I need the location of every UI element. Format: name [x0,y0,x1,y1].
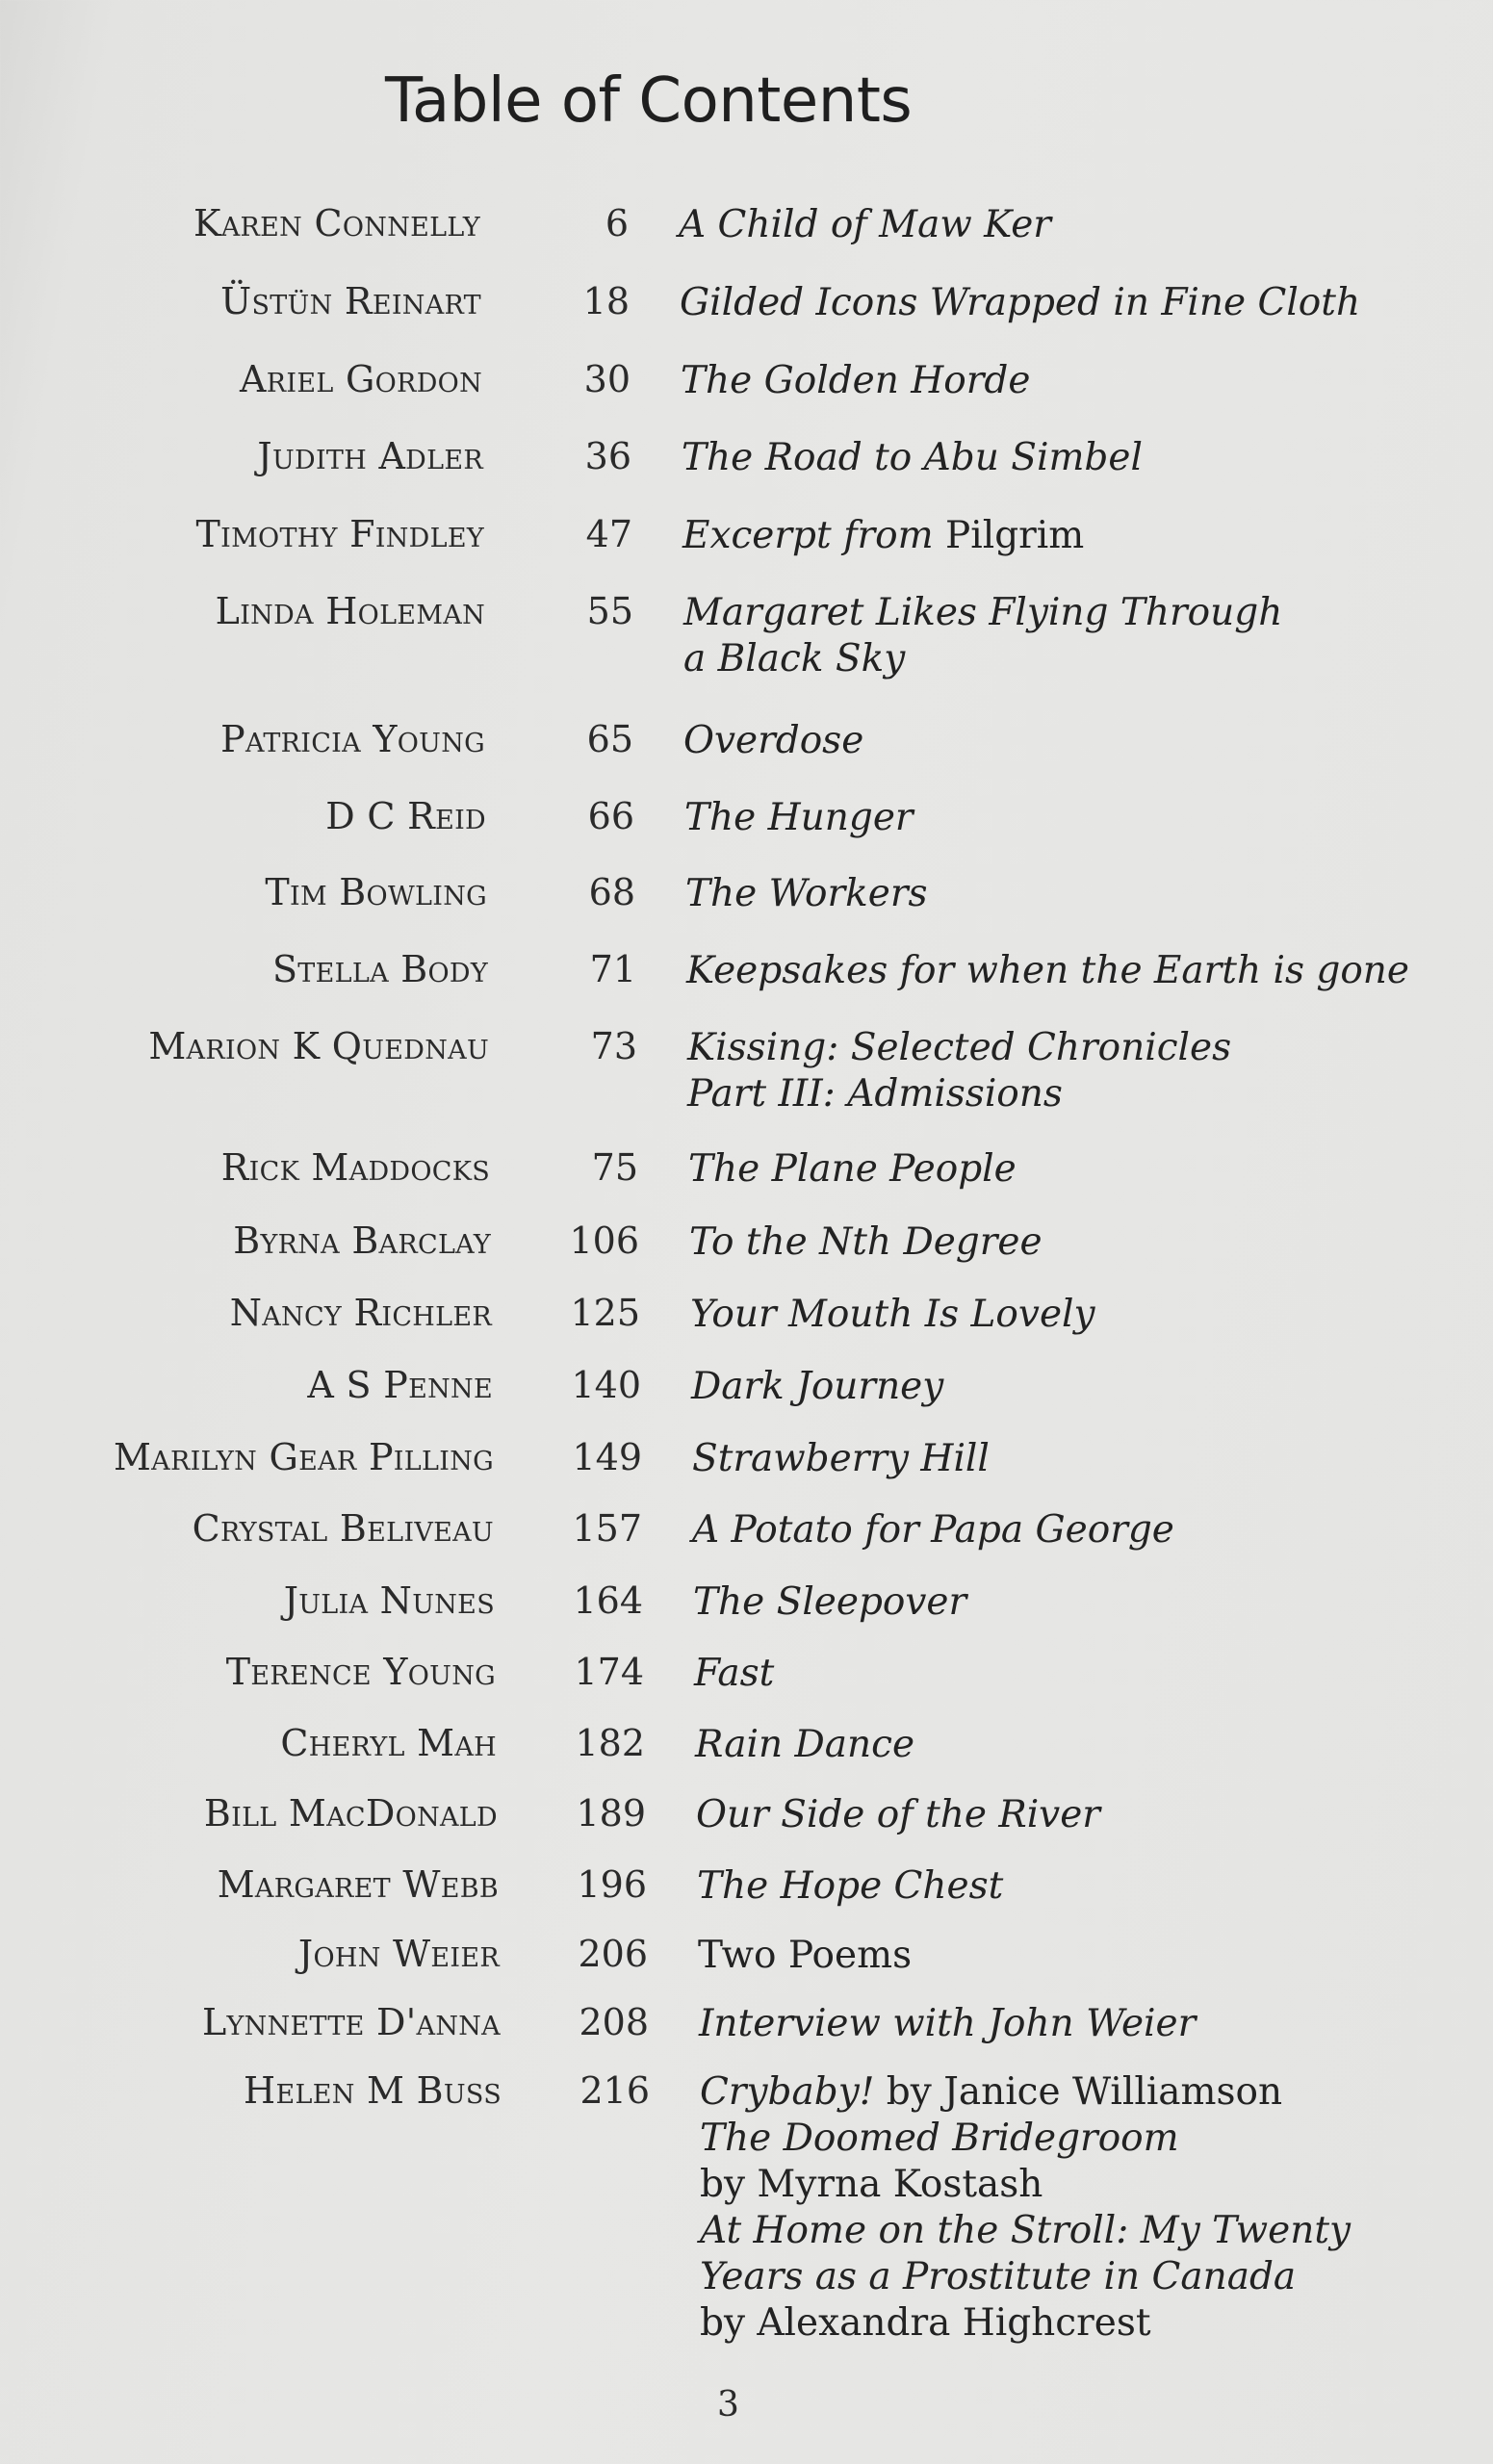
entry-author: Judith Adler [257,435,483,477]
entry-title [683,718,863,764]
entry-page: 18 [582,280,630,322]
title-roman: Two Poems [698,1934,913,1977]
entry-title-line [683,718,863,764]
toc-entry [15,1651,1493,1728]
entry-page: 66 [587,795,634,837]
entry-author: Lynnette D'anna [202,2001,501,2043]
entry-author: Ariel Gordon [240,358,482,400]
entry-page: 36 [584,435,631,477]
toc-entry [3,435,1493,512]
entry-page: 68 [588,871,635,913]
entry-title-line [687,1025,1231,1071]
entry-author: Üstün Reinart [220,280,481,322]
entry-author: Nancy Richler [229,1292,492,1334]
entry-author: Patricia Young [220,718,485,760]
entry-title-line [680,280,1360,326]
toc-entry [13,1436,1493,1513]
entry-page: 157 [572,1507,642,1550]
entry-page: 75 [591,1146,638,1189]
title-italic: Years as a Prostitute in Canada [700,2255,1297,2298]
toc-entry [21,2069,1493,2345]
title-italic: a Black Sky [683,637,906,680]
toc-entry [19,1933,1493,2010]
entry-page: 196 [577,1863,647,1906]
title-italic: Dark Journey [691,1365,944,1408]
toc-entry [14,1579,1493,1656]
title-italic: The Doomed Bridegroom [700,2117,1179,2160]
title-italic: A Child of Maw Ker [679,203,1051,246]
toc-entry [20,2001,1493,2078]
entry-author: Bill MacDonald [203,1792,498,1835]
entry-author: Marion K Quednau [148,1025,489,1067]
title-italic: Kissing: Selected Chronicles [687,1026,1232,1069]
title-italic: To the Nth Degree [689,1220,1043,1264]
title-italic: Margaret Likes Flying Through [683,591,1283,634]
toc-entry [18,1863,1493,1940]
entry-page: 47 [585,513,632,555]
entry-title [688,1146,1017,1193]
entry-page: 208 [579,2001,649,2043]
entry-title-line [695,1722,914,1768]
entry-title-line [699,2001,1196,2047]
toc-entry [17,1792,1493,1869]
entry-title [691,1364,943,1410]
entry-title-line [692,1507,1174,1553]
entry-title-line [696,1792,1100,1838]
entry-author: Margaret Webb [217,1863,499,1906]
title-italic: The Workers [685,872,928,915]
title-italic: The Sleepover [693,1580,967,1624]
entry-page: 140 [571,1364,641,1406]
entry-author: Timothy Findley [195,513,484,555]
entry-title-line [700,2116,1351,2162]
toc-entry [13,1364,1493,1441]
entry-author: Crystal Beliveau [192,1507,494,1550]
entry-page: 55 [586,590,633,632]
entry-title-line [700,2162,1351,2208]
title-roman: by Myrna Kostash [700,2163,1043,2206]
toc-entry [16,1722,1493,1799]
title-italic: Gilded Icons Wrapped in Fine Cloth [680,281,1361,324]
entry-author: Tim Bowling [265,871,487,913]
entry-author: Marilyn Gear Pilling [113,1436,494,1478]
entry-title [689,1219,1043,1266]
toc-entry [6,795,1493,872]
entry-title-line [700,2069,1351,2116]
entry-title-line [692,1436,990,1482]
entry-title [700,2069,1351,2347]
title-italic: The Hope Chest [697,1864,1004,1908]
toc-entry [5,590,1493,680]
entry-page: 216 [579,2069,650,2112]
title-italic: The Plane People [688,1147,1017,1191]
title-italic: A Potato for Papa George [692,1508,1174,1552]
title-italic: At Home on the Stroll: My Twenty [700,2209,1351,2252]
entry-author: D C Reid [325,795,486,837]
entry-page: 106 [569,1219,639,1262]
entry-title-line [697,1863,1003,1910]
title-italic: Interview with John Weier [699,2002,1197,2045]
entry-title-line [679,202,1051,248]
entry-title [695,1722,914,1768]
title-italic: The Golden Horde [681,359,1031,402]
entry-title-line [687,1071,1231,1117]
entry-page: 6 [605,202,629,244]
entry-page: 73 [590,1025,637,1067]
title-italic: The Hunger [684,796,914,839]
entry-title-line [700,2300,1351,2347]
entry-title-line [700,2254,1351,2300]
entry-title-line [698,1933,912,1979]
entry-author: Julia Nunes [283,1579,495,1622]
entry-title-line [700,2208,1351,2254]
title-italic: Crybaby! [700,2070,875,2114]
entry-title [682,435,1143,481]
entry-author: A S Penne [307,1364,493,1406]
entry-title-line [686,948,1409,994]
entry-author: John Weier [297,1933,500,1975]
title-italic: Rain Dance [695,1723,915,1766]
title-italic: Your Mouth Is Lovely [690,1293,1095,1336]
title-roman: Pilgrim [933,514,1085,557]
entry-title-line [694,1651,774,1697]
entry-author: Cheryl Mah [280,1722,497,1764]
toc-entry [7,871,1493,948]
entry-title [685,871,928,917]
entry-title [680,280,1360,326]
entry-author: Terence Young [225,1651,496,1693]
entry-title-line [683,636,1282,682]
toc-entry [12,1292,1493,1369]
title-italic: Our Side of the River [696,1793,1100,1836]
entry-title-line [689,1219,1043,1266]
entry-author: Helen M Buss [244,2069,502,2112]
entry-title [683,590,1282,682]
entry-title [694,1651,774,1697]
entry-author: Linda Holeman [215,590,485,632]
entry-title-line [690,1292,1095,1338]
entry-title-line [688,1146,1017,1193]
entry-title [699,2001,1196,2047]
entry-title [687,1025,1231,1117]
entry-title [686,948,1409,994]
toc-entry [4,513,1493,590]
entry-title-line [683,590,1282,636]
toc-entry [9,1025,1493,1116]
toc-entry [13,1507,1493,1584]
entry-title [698,1933,912,1979]
entry-page: 164 [573,1579,643,1622]
entry-title-line [682,435,1143,481]
entry-title [690,1292,1095,1338]
entry-title [693,1579,966,1626]
entry-page: 182 [575,1722,645,1764]
entry-title [696,1792,1100,1838]
title-italic: Part III: Admissions [687,1072,1063,1116]
title-italic: The Road to Abu Simbel [682,436,1143,479]
entry-title [684,795,914,841]
entry-page: 125 [570,1292,640,1334]
entry-page: 174 [574,1651,644,1693]
title-italic: Excerpt from [682,514,934,557]
title-italic: Strawberry Hill [692,1437,990,1480]
entry-title [692,1436,990,1482]
entry-title-line [684,795,914,841]
entry-page: 30 [583,358,631,400]
entry-title-line [691,1364,943,1410]
entry-title [682,513,1084,559]
entry-author: Rick Maddocks [220,1146,490,1189]
entry-title-line [685,871,928,917]
entry-title [681,358,1030,404]
title-roman: by Alexandra Highcrest [700,2301,1151,2345]
title-italic: Keepsakes for when the Earth is gone [686,949,1409,992]
toc-entry [11,1219,1493,1296]
title-italic: Overdose [683,719,864,762]
entry-title-line [693,1579,966,1626]
entry-page: 71 [589,948,636,990]
entry-title-line [682,513,1084,559]
title-italic: Fast [694,1652,775,1695]
entry-page: 65 [586,718,633,760]
page-title: Table of Contents [385,65,913,137]
entry-page: 189 [576,1792,646,1835]
entry-author: Byrna Barclay [233,1219,491,1262]
toc-entry [5,718,1493,795]
toc-entry [10,1146,1493,1223]
page-number: 3 [717,2385,739,2425]
toc-entry [1,280,1493,357]
entry-title [679,202,1051,248]
entry-title [697,1863,1003,1910]
entry-title-line [681,358,1030,404]
entry-page: 206 [578,1933,648,1975]
entry-author: Stella Body [271,948,488,990]
entry-title [692,1507,1174,1553]
toc-entry [0,202,1493,279]
title-roman: by Janice Williamson [874,2070,1283,2114]
entry-author: Karen Connelly [193,202,480,244]
toc-entry [8,948,1493,1025]
entry-page: 149 [572,1436,642,1478]
toc-entry [2,358,1493,435]
